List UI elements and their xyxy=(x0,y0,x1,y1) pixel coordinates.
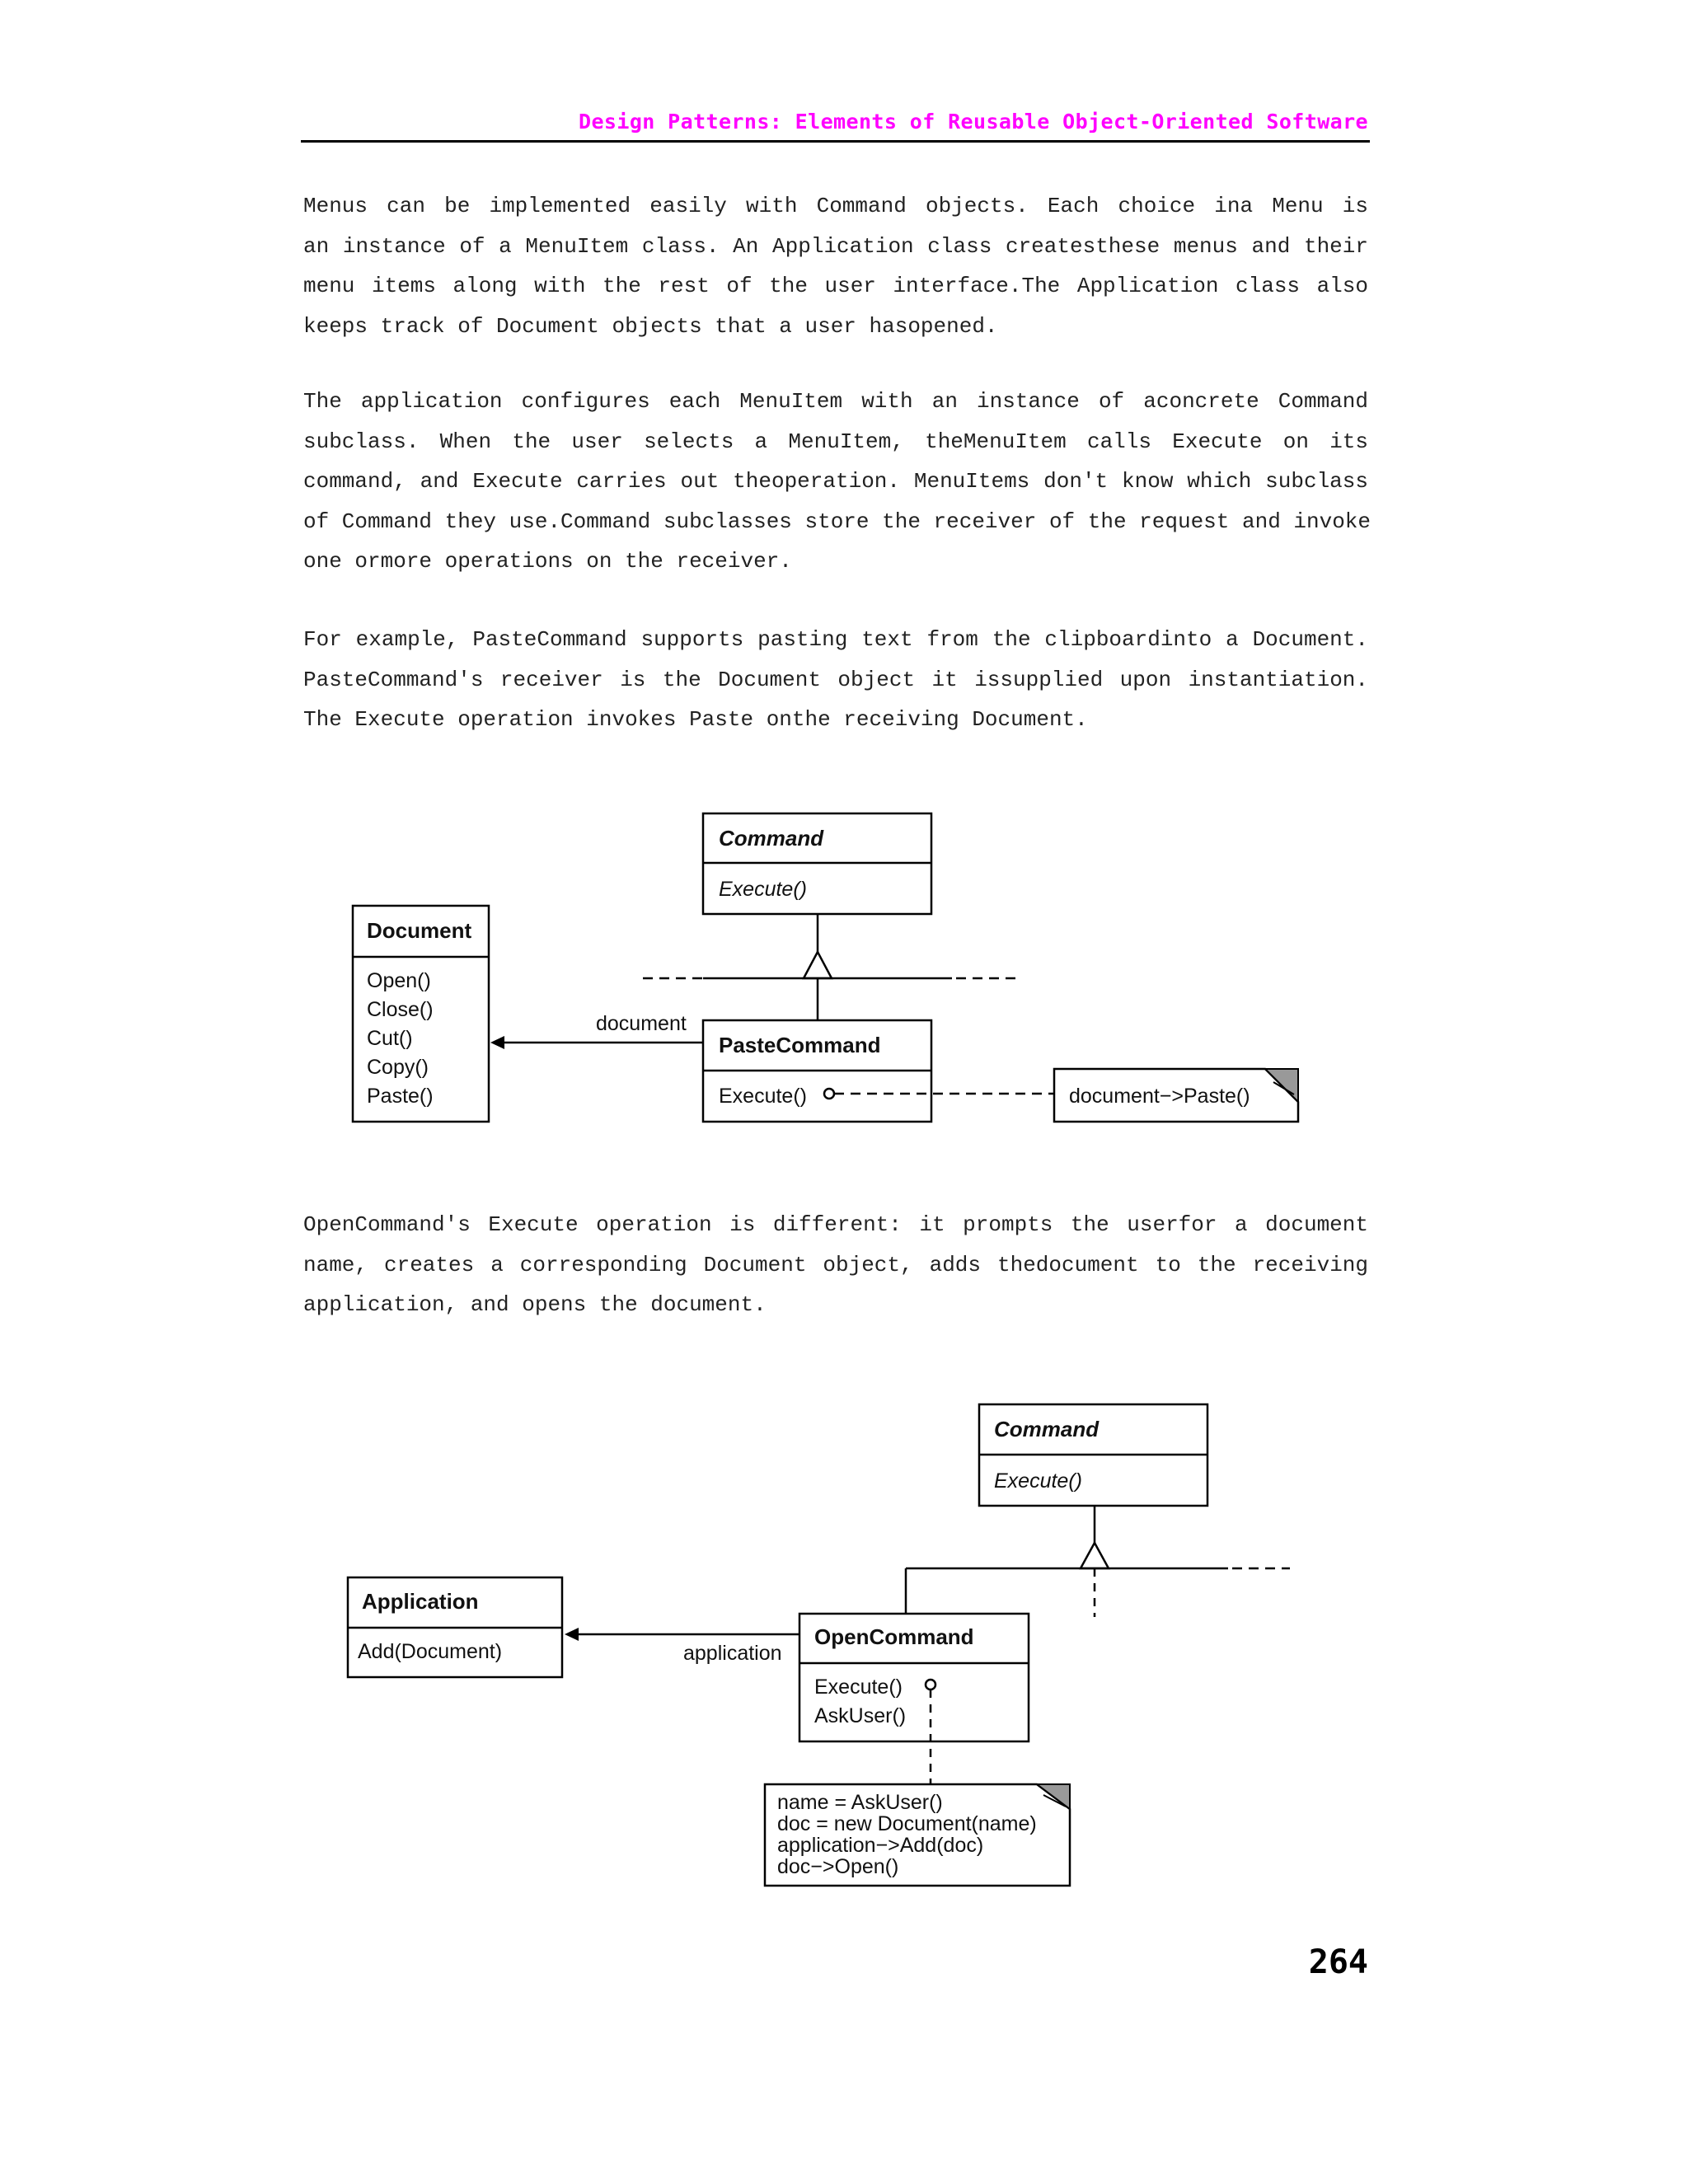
command-execute-operation: Execute() xyxy=(994,1469,1082,1493)
running-header-title: Design Patterns: Elements of Reusable Object-Oriented Software xyxy=(579,110,1368,134)
opencommand-class-name: OpenCommand xyxy=(814,1624,974,1649)
note-line: doc = new Document(name) xyxy=(777,1812,1037,1835)
text-line: name, creates a corresponding Document object, adds thedocument to the receiving xyxy=(303,1252,1368,1277)
application-add-operation: Add(Document) xyxy=(358,1640,503,1663)
paste-command-diagram xyxy=(0,799,1688,1146)
text-line: Menus can be implemented easily with Command objects. Each choice ina Menu is xyxy=(303,194,1368,218)
header-rule xyxy=(301,140,1370,143)
document-operation: Cut() xyxy=(367,1027,413,1050)
paragraph-opencommand xyxy=(303,1205,1368,1325)
text-line: OpenCommand's Execute operation is different: it prompts the userfor a document xyxy=(303,1212,1368,1237)
page-number: 264 xyxy=(1308,1943,1368,1981)
note-text: document−>Paste() xyxy=(1069,1085,1250,1108)
opencommand-operation: AskUser() xyxy=(814,1704,907,1727)
document-operation: Copy() xyxy=(367,1056,429,1079)
text-line: subclass. When the user selects a MenuItem, theMenuItem calls Execute on its xyxy=(303,429,1368,454)
document-class-name: Document xyxy=(367,918,472,943)
association-label-document: document xyxy=(596,1012,687,1035)
pastecommand-execute-operation: Execute() xyxy=(719,1085,807,1108)
text-line: The Execute operation invokes Paste onthe receiving Document. xyxy=(303,707,1088,732)
text-line: command, and Execute carries out theoperation. MenuItems don't know which subclass xyxy=(303,469,1368,494)
document-operation: Open() xyxy=(367,969,431,992)
document-operation: Close() xyxy=(367,998,434,1021)
text-line: application, and opens the document. xyxy=(303,1292,767,1317)
document-operation: Paste() xyxy=(367,1085,434,1108)
pastecommand-class-name: PasteCommand xyxy=(719,1033,881,1057)
text-line: one ormore operations on the receiver. xyxy=(303,549,792,574)
text-line: PasteCommand's receiver is the Document object it issupplied upon instantiation. xyxy=(303,667,1368,692)
note-line: application−>Add(doc) xyxy=(777,1834,984,1857)
command-class-name: Command xyxy=(994,1417,1100,1441)
command-class-name: Command xyxy=(719,826,824,851)
association-label-application: application xyxy=(683,1642,782,1665)
text-line: of Command they use.Command subclasses store the receiver of the request and invoke xyxy=(303,509,1372,534)
application-class-name: Application xyxy=(362,1589,479,1614)
open-command-diagram xyxy=(0,1393,1688,1904)
note-line: name = AskUser() xyxy=(777,1791,943,1814)
paragraph-configuration xyxy=(303,382,1372,582)
opencommand-operation: Execute() xyxy=(814,1675,903,1699)
command-execute-operation: Execute() xyxy=(719,878,807,901)
text-line: The application configures each MenuItem with an instance of aconcrete Command xyxy=(303,389,1368,414)
text-line: keeps track of Document objects that a user hasopened. xyxy=(303,313,998,339)
text-line: For example, PasteCommand supports pasting text from the clipboardinto a Document. xyxy=(303,627,1368,652)
text-line: menu items along with the rest of the user interface.The Application class also xyxy=(303,274,1368,298)
text-line: an instance of a MenuItem class. An Application class createsthese menus and their xyxy=(303,233,1368,259)
paragraph-paste-example xyxy=(303,620,1368,740)
paragraph-menus xyxy=(303,186,1368,346)
note-line: doc−>Open() xyxy=(777,1855,899,1878)
